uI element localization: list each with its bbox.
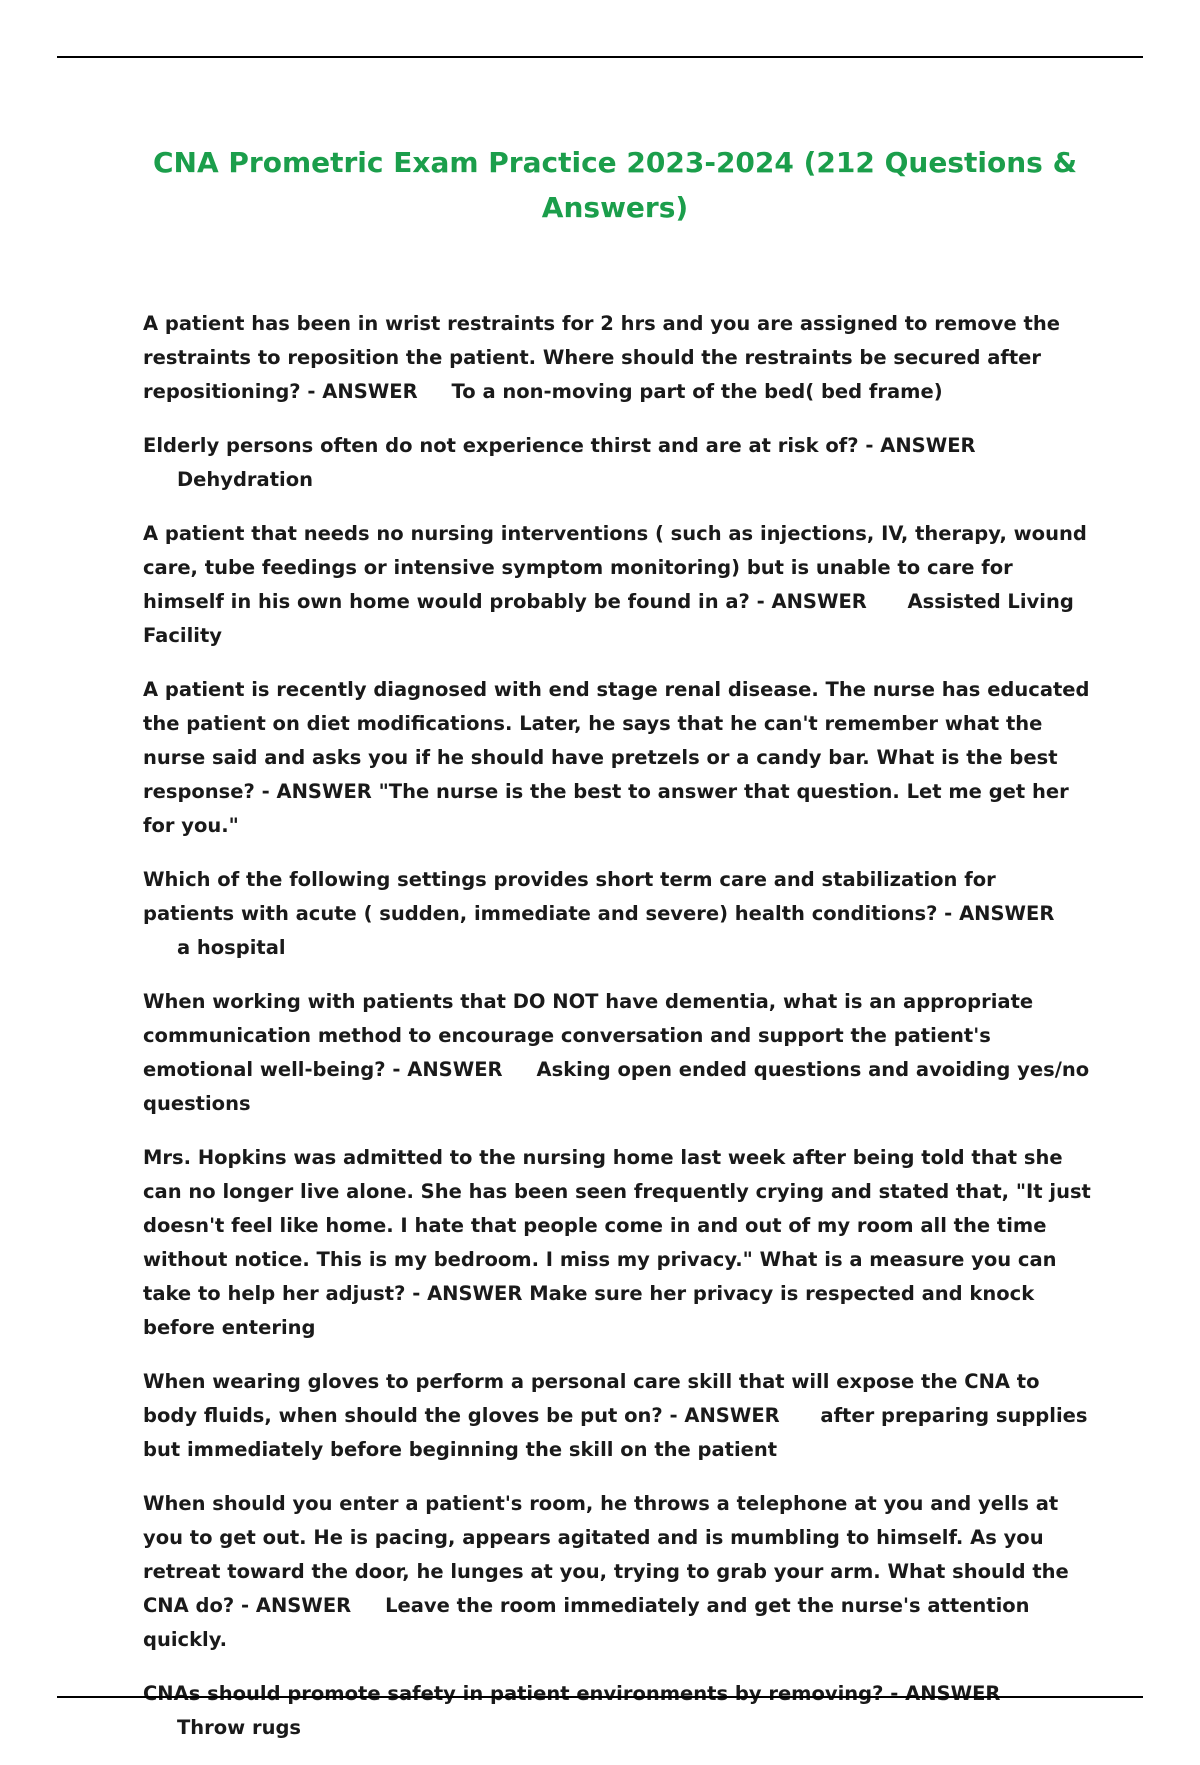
qa-question: A patient is recently diagnosed with end stage renal disease. The nurse has educated the patient on diet modifications. Later, he says that he can't remember what the nurse said and asks you if he should have pretzels or a candy bar. What is the best response? - ANSWER [143,678,1090,803]
qa-question: Which of the following settings provides short term care and stabilization for patients with acute ( sudden, immediate and severe) health conditions? - ANSWER [143,868,1055,925]
qa-item [143,673,1093,843]
qa-item [143,1365,1093,1467]
qa-answer: Leave the room immediately and get the nurse's attention quickly. [143,1594,1030,1651]
qa-answer: a hospital [176,936,286,959]
qa-item [143,985,1093,1121]
qa-answer: Dehydration [176,468,313,491]
qa-question: Mrs. Hopkins was admitted to the nursing home last week after being told that she can no longer live alone. She has been seen frequently crying and stated that, "It just doesn't feel like home. I hate that people come in and out of my room all the time without notice. This is my bedroom. I miss my privacy." What is a measure you can take to help her adjust? - ANSWER [143,1146,1091,1305]
qa-item [143,1677,1093,1745]
qa-answer: Asking open ended questions and avoiding yes/no questions [143,1058,1090,1115]
qa-answer: Assisted Living Facility [143,590,1074,647]
qa-question: When working with patients that DO NOT have dementia, what is an appropriate communication method to encourage conversation and support the patient's emotional well-being? - ANSWER [143,990,1034,1081]
qa-answer: after preparing supplies but immediately before beginning the skill on the patient [143,1404,1088,1461]
bottom-rule [57,1696,1143,1698]
qa-item [143,1141,1093,1345]
top-rule [57,56,1143,58]
qa-list [143,307,1093,1765]
qa-question: Elderly persons often do not experience thirst and are at risk of? - ANSWER [143,434,976,457]
qa-question: A patient that needs no nursing interventions ( such as injections, IV, therapy, wound care, tube feedings or intensive symptom monitoring) but is unable to care for himself in his own home would probably be found in a? - ANSWER [143,522,1087,613]
qa-question: CNAs should promote safety in patient environments by removing? - ANSWER [143,1682,1001,1705]
qa-item [143,863,1093,965]
document-title: CNA Prometric Exam Practice 2023-2024 (212 Questions & Answers) [152,146,1077,224]
qa-answer: Throw rugs [176,1716,302,1739]
qa-question: When wearing gloves to perform a personal care skill that will expose the CNA to body fluids, when should the gloves be put on? - ANSWER [143,1370,1040,1427]
qa-item [143,429,1093,497]
qa-question: A patient has been in wrist restraints for 2 hrs and you are assigned to remove the restraints to reposition the patient. Where should the restraints be secured after repositioning? - ANSWER [143,312,1060,403]
qa-item [143,307,1093,409]
qa-question: When should you enter a patient's room, he throws a telephone at you and yells at you to get out. He is pacing, appears agitated and is mumbling to himself. As you retreat toward the door, he lunges at you, trying to grab your arm. What should the CNA do? - ANSWER [143,1492,1069,1617]
qa-answer: To a non-moving part of the bed( bed frame) [451,380,943,403]
qa-answer: Make sure her privacy is respected and knock before entering [143,1282,1035,1339]
qa-answer: "The nurse is the best to answer that question. Let me get her for you." [143,780,1069,837]
qa-item [143,517,1093,653]
qa-item [143,1487,1093,1657]
